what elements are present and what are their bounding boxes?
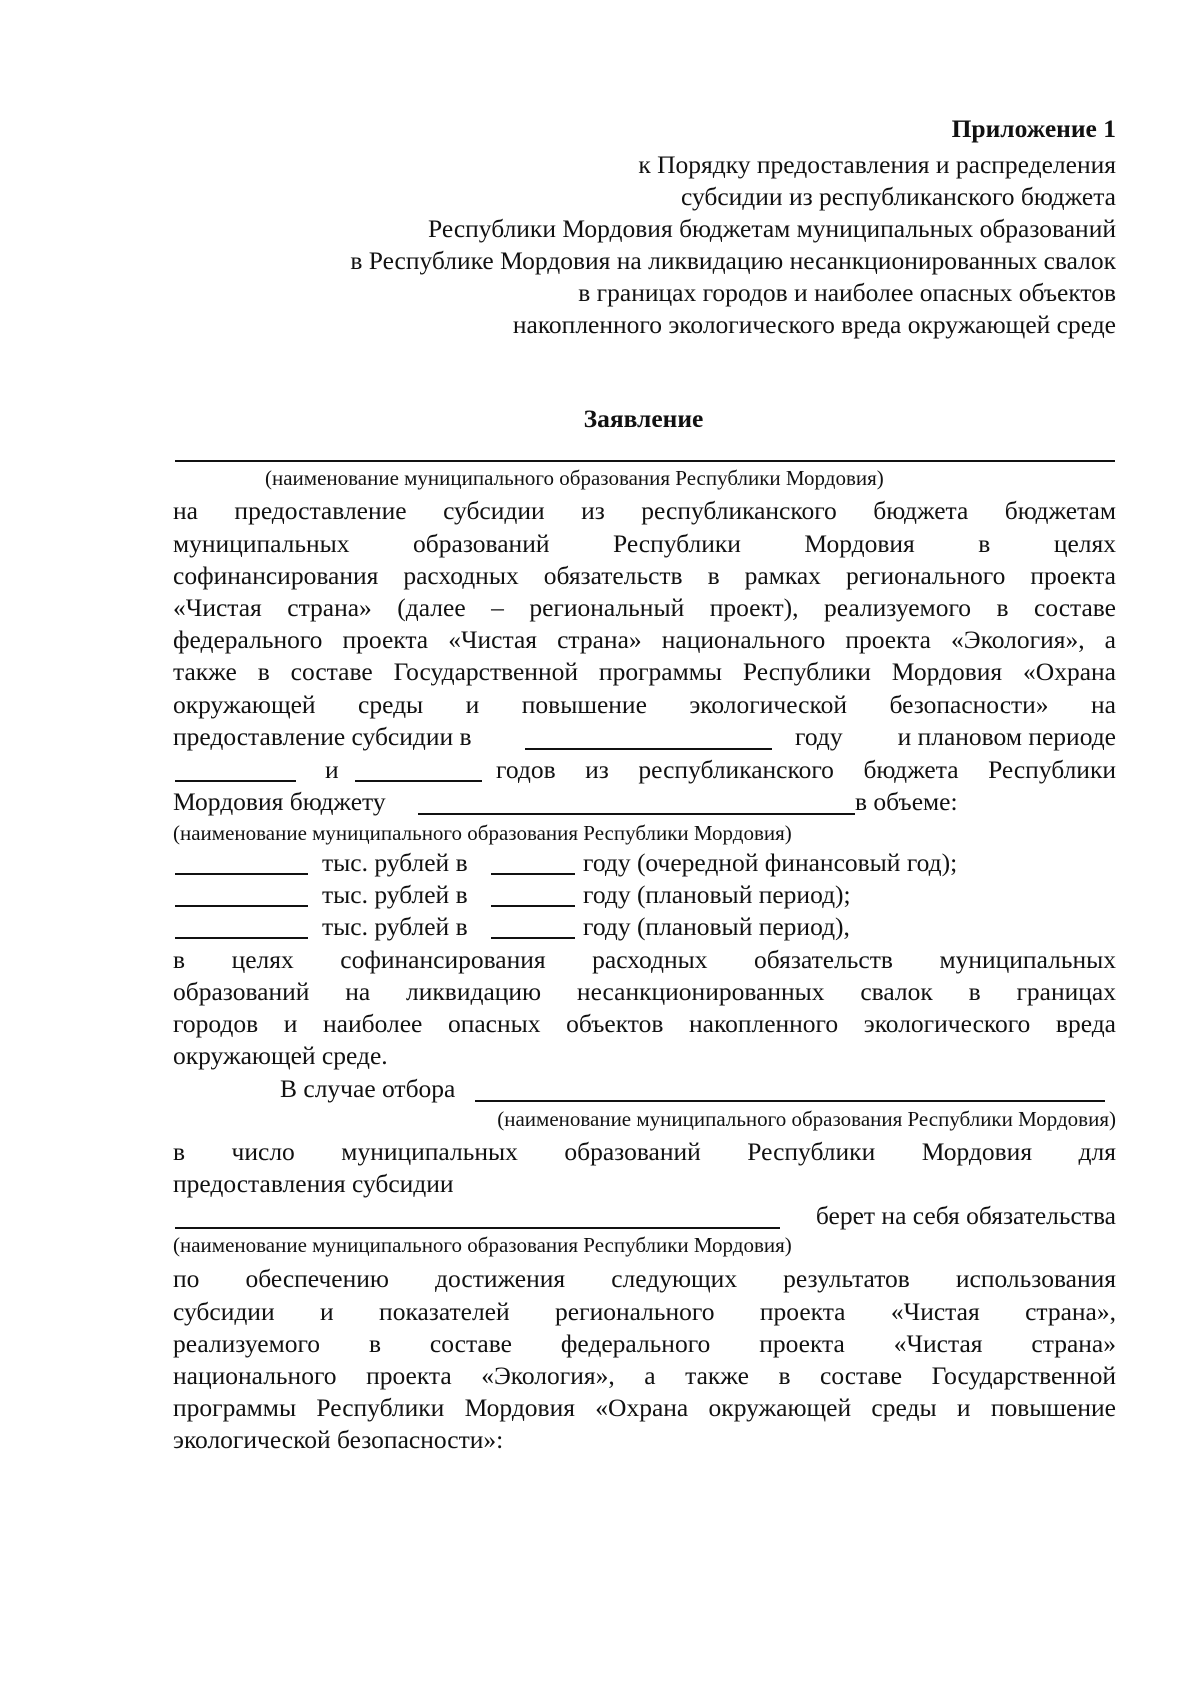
amount-1-rest: году (очередной финансовый год);	[583, 848, 958, 877]
amount-3-rest: году (плановый период),	[583, 912, 850, 941]
field-caption: (наименование муниципального образования Республики Мордовия)	[265, 466, 884, 490]
appendix-line-3: Республики Мордовия бюджетам муниципальных образований	[428, 214, 1116, 243]
selection-lead: В случае отбора	[280, 1074, 456, 1103]
body-line: образований на ликвидацию несанкционированных свалок в границах	[173, 977, 1116, 1006]
obligation-text: берет на себя обязательства	[815, 1201, 1116, 1230]
obligor-field	[175, 1227, 780, 1229]
appendix-line-2: субсидии из республиканского бюджета	[680, 182, 1116, 211]
body-line: городов и наиболее опасных объектов накопленного экологического вреда	[173, 1009, 1116, 1038]
plan-year-1-field	[175, 780, 296, 782]
body-line: муниципальных образований Республики Мордовия в целях	[173, 529, 1116, 558]
plan-year-2-field	[355, 780, 482, 782]
selection-field	[475, 1100, 1105, 1102]
years-text-b: годов из республиканского бюджета Республики	[496, 755, 1116, 784]
period-text-a: предоставление субсидии в	[173, 722, 472, 751]
amount-2-rest: году (плановый период);	[583, 880, 851, 909]
body-line: национального проекта «Экология», а также в составе Государственной	[173, 1361, 1116, 1390]
body-line: в число муниципальных образований Республики Мордовия для	[173, 1137, 1116, 1166]
amount-1-year-field	[491, 873, 575, 875]
amount-2-unit: тыс. рублей в	[322, 880, 468, 909]
body-line: окружающей среде.	[173, 1041, 388, 1070]
volume-text-b: в объеме:	[855, 787, 958, 816]
body-line: по обеспечению достижения следующих результатов использования	[173, 1264, 1116, 1293]
body-line: реализуемого в составе федерального проекта «Чистая страна»	[173, 1329, 1116, 1358]
body-line: экологической безопасности»:	[173, 1425, 504, 1454]
period-text-c: и плановом периоде	[897, 722, 1116, 751]
municipality-name-field	[175, 460, 1115, 462]
amount-3-year-field	[491, 937, 575, 939]
amount-1-field	[175, 873, 308, 875]
body-line: окружающей среды и повышение экологической безопасности» на	[173, 690, 1116, 719]
body-line: также в составе Государственной программы Республики Мордовия «Охрана	[173, 657, 1116, 686]
appendix-line-6: накопленного экологического вреда окружающей среде	[512, 310, 1116, 339]
field-caption: (наименование муниципального образования Республики Мордовия)	[497, 1107, 1116, 1131]
body-line: программы Республики Мордовия «Охрана окружающей среды и повышение	[173, 1393, 1116, 1422]
years-text-a: и	[325, 755, 339, 784]
body-line: субсидии и показателей регионального проекта «Чистая страна»,	[173, 1297, 1116, 1326]
amount-2-year-field	[491, 905, 575, 907]
recipient-field	[418, 813, 855, 815]
volume-text-a: Мордовия бюджету	[173, 787, 386, 816]
document-title: Заявление	[583, 404, 704, 433]
amount-1-unit: тыс. рублей в	[322, 848, 468, 877]
year-field	[525, 748, 772, 750]
appendix-line-1: к Порядку предоставления и распределения	[638, 150, 1116, 179]
body-line: предоставления субсидии	[173, 1169, 454, 1198]
appendix-heading: Приложение 1	[951, 114, 1116, 143]
field-caption: (наименование муниципального образования Республики Мордовия)	[173, 1233, 792, 1257]
amount-3-field	[175, 937, 308, 939]
amount-2-field	[175, 905, 308, 907]
body-line: «Чистая страна» (далее – региональный проект), реализуемого в составе	[173, 593, 1116, 622]
amount-3-unit: тыс. рублей в	[322, 912, 468, 941]
body-line: софинансирования расходных обязательств в рамках регионального проекта	[173, 561, 1116, 590]
appendix-line-4: в Республике Мордовия на ликвидацию несанкционированных свалок	[350, 246, 1116, 275]
body-line: в целях софинансирования расходных обязательств муниципальных	[173, 945, 1116, 974]
appendix-line-5: в границах городов и наиболее опасных объектов	[578, 278, 1116, 307]
period-text-b: году	[795, 722, 843, 751]
body-line: на предоставление субсидии из республиканского бюджета бюджетам	[173, 496, 1116, 525]
field-caption: (наименование муниципального образования Республики Мордовия)	[173, 821, 792, 845]
body-line: федерального проекта «Чистая страна» национального проекта «Экология», а	[173, 625, 1116, 654]
